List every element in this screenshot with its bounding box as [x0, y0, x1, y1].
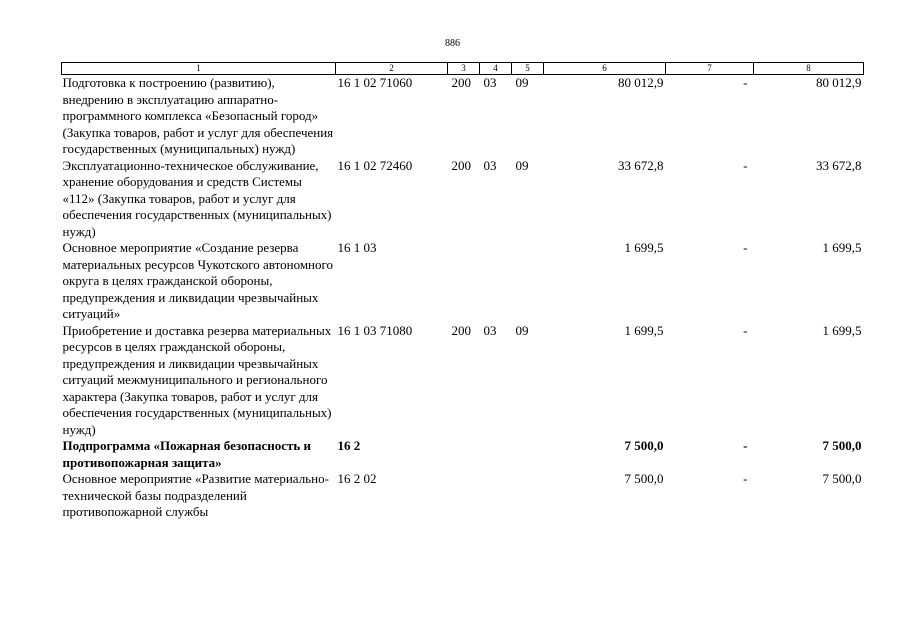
row-subsection: [512, 438, 544, 471]
row-subsection: 09: [515, 75, 529, 90]
row-subsection: 09: [515, 157, 529, 173]
row-subsection: 09: [515, 322, 529, 338]
column-number-1: 1: [62, 63, 336, 75]
row-subsection: [512, 240, 544, 323]
row-change: -: [743, 75, 748, 90]
row-section: [480, 438, 512, 471]
row-section: [480, 471, 512, 521]
row-section: 03: [483, 322, 497, 338]
row-amount: 33 672,8: [618, 157, 664, 173]
table-row: [62, 471, 864, 521]
column-number-row: [62, 63, 864, 75]
row-expense-type: 200: [451, 157, 471, 173]
table-row: [62, 75, 864, 158]
column-number-5: 5: [512, 63, 544, 75]
table-row: [62, 438, 864, 471]
row-total: 7 500,0: [822, 471, 862, 486]
row-expense-type: [448, 471, 480, 521]
table-row: [62, 240, 864, 323]
row-name: Основное мероприятие «Развитие материально-технической базы подразделений противопожарной службы: [62, 471, 329, 519]
row-code: 16 1 03: [337, 240, 377, 255]
row-name: Подготовка к построению (развитию), внедрению в эксплуатацию аппаратно-программного комплекса «Безопасный город» (Закупка товаров, работ и услуг для обеспечения государственных (муниципальных) нужд): [62, 75, 334, 156]
row-code: 16 1 02 72460: [337, 157, 413, 173]
row-amount: 1 699,5: [624, 240, 664, 255]
row-change: -: [743, 438, 748, 453]
row-code: 16 1 02 71060: [337, 75, 413, 90]
row-change: -: [743, 157, 748, 173]
budget-table: [61, 62, 864, 521]
row-name: Приобретение и доставка резерва материальных ресурсов в целях гражданской обороны, предупреждения и ликвидации чрезвычайных ситуаций межмуниципального и регионального характера (Закупка товаров, работ и услуг для обеспечения государственных (муниципальных) нужд): [62, 322, 332, 437]
column-number-7: 7: [666, 63, 754, 75]
row-section: 03: [483, 157, 497, 173]
row-code: 16 1 03 71080: [337, 322, 413, 338]
row-total: 1 699,5: [822, 322, 862, 338]
column-number-4: 4: [480, 63, 512, 75]
row-section: 03: [483, 75, 497, 90]
row-section: [480, 240, 512, 323]
row-amount: 1 699,5: [624, 322, 664, 338]
row-code: 16 2: [337, 438, 361, 453]
row-name: Подпрограмма «Пожарная безопасность и противопожарная защита»: [62, 438, 312, 470]
row-total: 33 672,8: [816, 157, 862, 173]
table-row: [62, 158, 864, 241]
column-number-6: 6: [544, 63, 666, 75]
row-subsection: [512, 471, 544, 521]
row-code: 16 2 02: [337, 471, 377, 486]
row-expense-type: 200: [451, 322, 471, 338]
row-expense-type: [448, 240, 480, 323]
row-expense-type: 200: [451, 75, 471, 90]
row-total: 80 012,9: [816, 75, 862, 90]
page-number: 886: [445, 38, 460, 49]
column-number-2: 2: [336, 63, 448, 75]
row-name: Эксплуатационно-техническое обслуживание, хранение оборудования и средств Системы «112» (Закупка товаров, работ и услуг для обеспечения государственных (муниципальных) нужд): [62, 157, 332, 239]
row-change: -: [743, 471, 748, 486]
row-total: 7 500,0: [822, 438, 862, 453]
row-change: -: [743, 240, 748, 255]
row-amount: 80 012,9: [618, 75, 664, 90]
column-number-3: 3: [448, 63, 480, 75]
row-amount: 7 500,0: [624, 438, 664, 453]
row-expense-type: [448, 438, 480, 471]
row-amount: 7 500,0: [624, 471, 664, 486]
row-total: 1 699,5: [822, 240, 862, 255]
table-row: [62, 323, 864, 439]
row-change: -: [743, 322, 748, 338]
column-number-8: 8: [754, 63, 864, 75]
row-name: Основное мероприятие «Создание резерва материальных ресурсов Чукотского автономного округа в целях гражданской обороны, предупреждения и ликвидации чрезвычайных ситуаций»: [62, 240, 334, 321]
